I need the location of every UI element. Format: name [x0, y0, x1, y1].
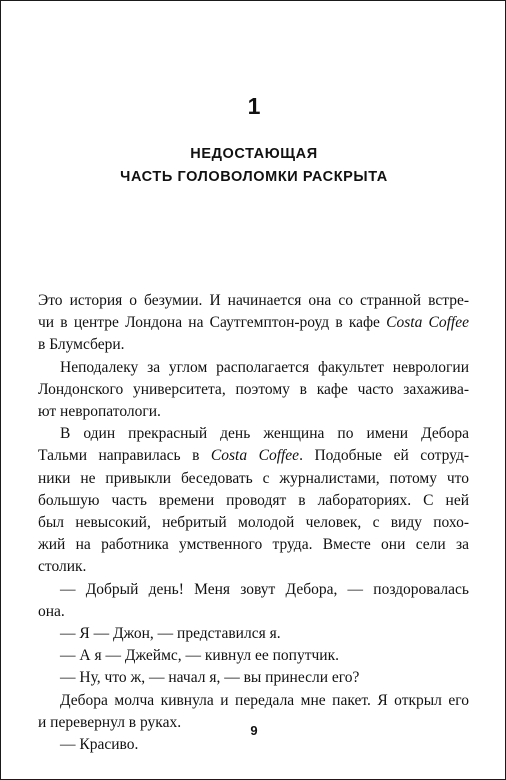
- text-line: — Я — Джон, — представился я.: [60, 625, 281, 643]
- cafe-name: Costa Coffee: [210, 447, 300, 465]
- text-line: — Красиво.: [60, 736, 139, 754]
- text-line: был невысокий, небритый молодой человек, с виду похо-: [38, 514, 469, 532]
- text-line: — Ну, что ж, — начал я, — вы принесли его?: [60, 669, 360, 687]
- text-line: Это история о безумии. И начинается она со странной встре-: [38, 292, 469, 309]
- text-line: жий на работника умственного труда. Вместе они сели за: [38, 536, 469, 554]
- text-line: и перевернул в руках.: [38, 713, 182, 731]
- text-line: столик.: [38, 558, 87, 576]
- body-text: [38, 290, 469, 756]
- page-number: 9: [250, 723, 258, 738]
- text-line: Неподалеку за углом располагается факультет неврологии: [60, 358, 469, 376]
- cafe-name: Costa Coffee: [386, 314, 470, 332]
- text-line: она.: [38, 602, 65, 620]
- chapter-title-line-2: ЧАСТЬ ГОЛОВОЛОМКИ РАСКРЫТА: [120, 169, 388, 185]
- text-line: ют невропатологи.: [38, 403, 161, 421]
- chapter-number: 1: [247, 93, 261, 119]
- text-line: Тальми направилась в Costa Coffee. Подобные ей сотруд-: [38, 447, 470, 465]
- chapter-title: [1, 143, 506, 189]
- text-line: — Добрый день! Меня зовут Дебора, — поздоровалась: [60, 580, 469, 598]
- text-line: — А я — Джеймс, — кивнул ее попутчик.: [60, 647, 339, 665]
- text-line: Лондонского университета, поэтому в кафе часто захаживa-: [38, 380, 469, 398]
- text-line: ники не привыкли беседовать с журналистами, потому что: [38, 469, 469, 487]
- text-line: в Блумсбери.: [38, 336, 125, 354]
- text-line: чи в центре Лондона на Саутгемптон-роуд в кафе Costa Coffee: [38, 314, 470, 332]
- text-line: В один прекрасный день женщина по имени Дебора: [60, 425, 469, 443]
- text-line: большую часть времени проводят в лабораториях. С ней: [38, 491, 469, 509]
- text-line: Дебора молча кивнула и передала мне пакет. Я открыл его: [60, 691, 469, 709]
- chapter-title-line-1: НЕДОСТАЮЩАЯ: [190, 146, 318, 162]
